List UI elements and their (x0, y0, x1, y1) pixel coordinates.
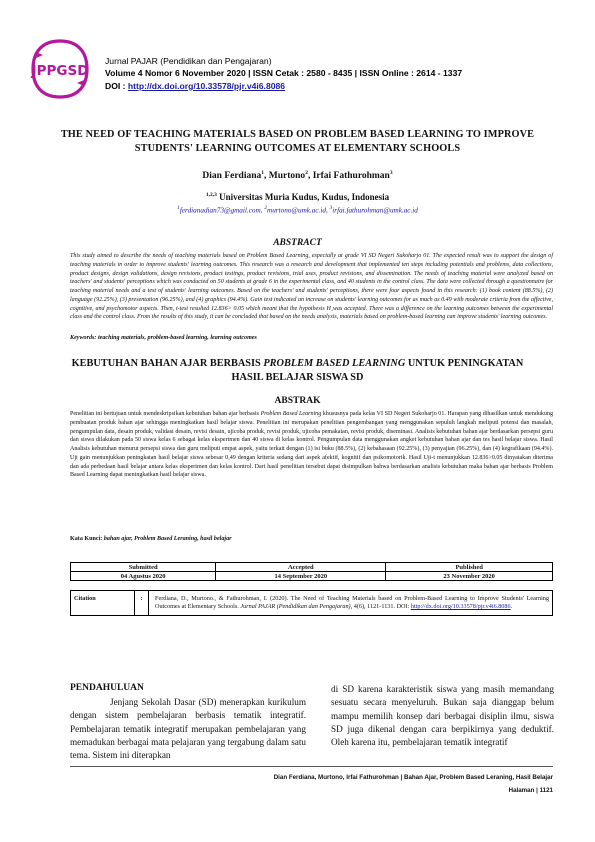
body-text-left: Jenjang Sekolah Dasar (SD) menerapkan kurikulum dengan sistem pembelajaran berbasis tematik integratif. Pembelajaran tematik integratif merupakan pembelajaran yang memadukan berbagai mata pelajaran yang tergabung dalam satu tema. Sistem ini diterapkan (70, 697, 306, 761)
keywords-label: Kata Kunci: (70, 536, 104, 542)
citation-colon: : (135, 591, 149, 616)
journal-doi-link[interactable]: http://dx.doi.org/10.33578/pjr.v4i6.8086 (127, 80, 286, 91)
abstract-heading-id: ABSTRAK (274, 396, 321, 406)
keywords-text: bahan ajar, Problem Based Leraning, hasil belajar (103, 536, 232, 542)
author-sep: , (264, 171, 269, 182)
citation-row (71, 591, 553, 616)
author-sup: 1 (261, 170, 265, 176)
email-list (0, 205, 595, 214)
citation-label: Citation (71, 591, 135, 616)
journal-info (105, 55, 462, 92)
email-link[interactable]: ferdianadian73@gmail.com (179, 206, 261, 215)
submitted-date: 04 Agustus 2020 (71, 572, 216, 581)
accepted-label: Accepted (216, 563, 386, 572)
citation-part: Ferdiana, D., Murtono., & Fathurohman, I. (2020). The Need of Teaching Materials based on Problem-Based Learning to Improve Students' Learning Outcomes at Elementary Schools. (155, 595, 549, 611)
abstract-text-en: This study aimed to describe the needs of teaching materials based on Problem Based Learning, especially at grade VI SD Negeri Sukoharjo 01. The expected result was to support the design of teaching materials in order to improve students' learning outcomes. This research was a research and development that implemented ten steps including potentials and problems, data collections, product designs, design validations, design revisions, product testings, product revisions, trial uses, product revisions, and dissemination. The needs of teaching material were analyzed based on teachers' and students' perceptions which was conducted on 50 students at grade 6 in the experimental class, and 40 students in the control class. The data were collected through a questionnaire for teaching material needs and a test of students' learning outcomes. Based on the teachers' and students' perceptions, there were four aspects found in this research: (1) book content (88.5%), (2) language (92.25%), (3) presentation (96.25%), and (4) graphics (94.4%). Gain test indicated an increase on students' learning outcomes for as much as 0.49 with moderate criteria from the affective, cognitive, and psychomotor aspects. Then, t-test resulted 12.836> 0.05 which meant that the hypothesis H₁was accepted. There was a difference on the learning outcomes between the experimental class and the control class. From the results of this study, it can be concluded that based on the needs analysis, materials based on problem-based learning can improve students' learning outcomes. (70, 253, 553, 321)
article-title-en: THE NEED OF TEACHING MATERIALS BASED ON PROBLEM BASED LEARNING TO IMPROVE STUDENTS' LEARNING OUTCOMES AT ELEMENTARY SCHOOLS (60, 129, 535, 154)
body-column-right: di SD karena karakteristik siswa yang masih memandang sesuatu secara menyeluruh. Bukan saja dianggap belum mampu memilih konsep dari berbagai disiplin ilmu, siswa SD juga dikenal dengan cara berpikirnya yang deduktif. Oleh karena itu, pembelajaran tematik integratif (331, 684, 554, 748)
email-link[interactable]: murtono@umk.ac.id (267, 206, 326, 215)
email-sup: 1 (177, 205, 180, 211)
footer-divider (70, 766, 553, 767)
accepted-date: 14 September 2020 (216, 572, 386, 581)
journal-logo (30, 38, 90, 100)
citation-part: , 4(6), 1121-1131. DOI: (350, 603, 411, 611)
citation-part: . (510, 603, 513, 611)
title-id-part: UNTUK PENINGKATAN HASIL BELAJAR SISWA SD (231, 358, 524, 383)
title-id-part: KEBUTUHAN BAHAN AJAR BERBASIS (71, 358, 264, 369)
abstract-id-part: Penelitian ini bertujuan untuk mendeskripsikan kebutuhan bahan ajar berbasis (70, 411, 261, 417)
abstract-id-italic: Problem Based Learning (260, 411, 322, 417)
abstract-id-part: khususnya pada kelas VI SD Negeri Sukoharjo 01. Harapan yang dihasilkan untuk mendukung pembuatan produk bahan ajar sehingga meningkatkan hasil belajar siswa. Penelitian ini merupakan penelitian pengembangan yang menggunakan sepuluh langkah meliputi potensi dan masalah, pengumpulan data, desain produk, validasi desain, revisi desain, ujicoba produk, revisi produk, ujicoba pemakaian, revisi produk, diseminasi. Analisis kebutuhan bahan ajar berdasarkan persepsi guru dan siswa dilakukan pada 50 siswa kelas 6 sebagai kelas eksperimen dan 40 siswa di kelas kontrol. Pengumpulan data menggunakan angket kebutuhan bahan ajar dan tes hasil belajar siswa. Hasil Analisis kebutuhan menurut persepsi siswa dan guru meliputi empat aspek, yaitu terkait dengan (1) isi buku (88.5%), (2) kebahasaan (92.25%), (3) penyajian (96.25%), dan (4) kegrafikaan (94.4%). Uji gain menunjukkan peningkatan hasil belajar siswa sebesar 0,49 dengan kriteria sedang dari aspek afektif, kognitif dan psikomotorik. Hasil Uji-t menunjukkan 12.836>0.05 dinyatakan diterima dan ada perbedaan hasil belajar antara kelas eksperimen dan kelas kontrol. Dari hasil penelitian tersebut dapat disimpulkan bahwa berdasarkan analisis kebutuhan maka bahan ajar berbasis Problem Based Learning dapat meningkatkan hasil belajar siswa. (70, 411, 553, 479)
keywords-en (70, 335, 257, 341)
author-sup: 3 (389, 170, 393, 176)
footer-page-number: Halaman | 1121 (508, 787, 553, 794)
citation-doi-link[interactable]: http://dx.doi.org/10.33578/pjr.v4i6.8086 (410, 603, 511, 611)
keywords-id (70, 536, 232, 542)
footer-authors: Dian Ferdiana, Murtono, Irfai Fathurohman | Bahan Ajar, Problem Based Leraning, Hasil Belajar (273, 774, 553, 781)
author-name: Dian Ferdiana (202, 171, 262, 182)
author-list (0, 170, 595, 181)
author-name: Murtono (268, 171, 306, 182)
published-label: Published (386, 563, 553, 572)
citation-text (149, 591, 553, 616)
dates-header-row (71, 563, 553, 572)
keywords-label: Keywords: (70, 335, 98, 341)
abstract-text-id (70, 410, 553, 480)
article-title-id (60, 357, 535, 384)
section-heading-pendahuluan: PENDAHULUAN (70, 683, 144, 693)
abstract-heading-en: ABSTRACT (273, 238, 322, 248)
email-sep: , (325, 206, 330, 215)
logo-text: JPPGSD (31, 63, 89, 79)
email-link[interactable]: irfai.fathurohman@umk.ac.id (332, 206, 418, 215)
affiliation (0, 192, 595, 202)
published-date: 23 November 2020 (386, 572, 553, 581)
email-sup: 3 (329, 205, 333, 211)
journal-header (30, 38, 570, 100)
affiliation-text: Universitas Muria Kudus, Kudus, Indonesia (216, 192, 390, 202)
affiliation-sup: 1,2,3 (205, 192, 217, 198)
journal-doi-line (105, 80, 462, 92)
doi-label: DOI : (105, 80, 128, 91)
body-column-left (70, 696, 306, 762)
author-sep: , (307, 171, 313, 182)
submitted-label: Submitted (71, 563, 216, 572)
author-name: Irfai Fathurohman (312, 171, 390, 182)
journal-name: Jurnal PAJAR (Pendidikan dan Pengajaran) (105, 56, 272, 66)
citation-journal: Jurnal PAJAR (Pendidikan dan Pengajaran) (240, 603, 351, 611)
title-id-italic: PROBLEM BASED LEARNING (263, 358, 406, 369)
email-sup: 2 (264, 205, 268, 211)
citation-table (70, 590, 553, 616)
keywords-text: teaching materials, problem-based learning, learning outcomes (97, 335, 257, 341)
journal-issue-line: Volume 4 Nomor 6 November 2020 | ISSN Cetak : 2580 - 8435 | ISSN Online : 2614 - 1337 (105, 68, 463, 79)
email-sep: , (260, 206, 265, 215)
dates-table (70, 562, 553, 581)
dates-value-row (71, 572, 553, 581)
author-sup: 2 (305, 170, 308, 176)
